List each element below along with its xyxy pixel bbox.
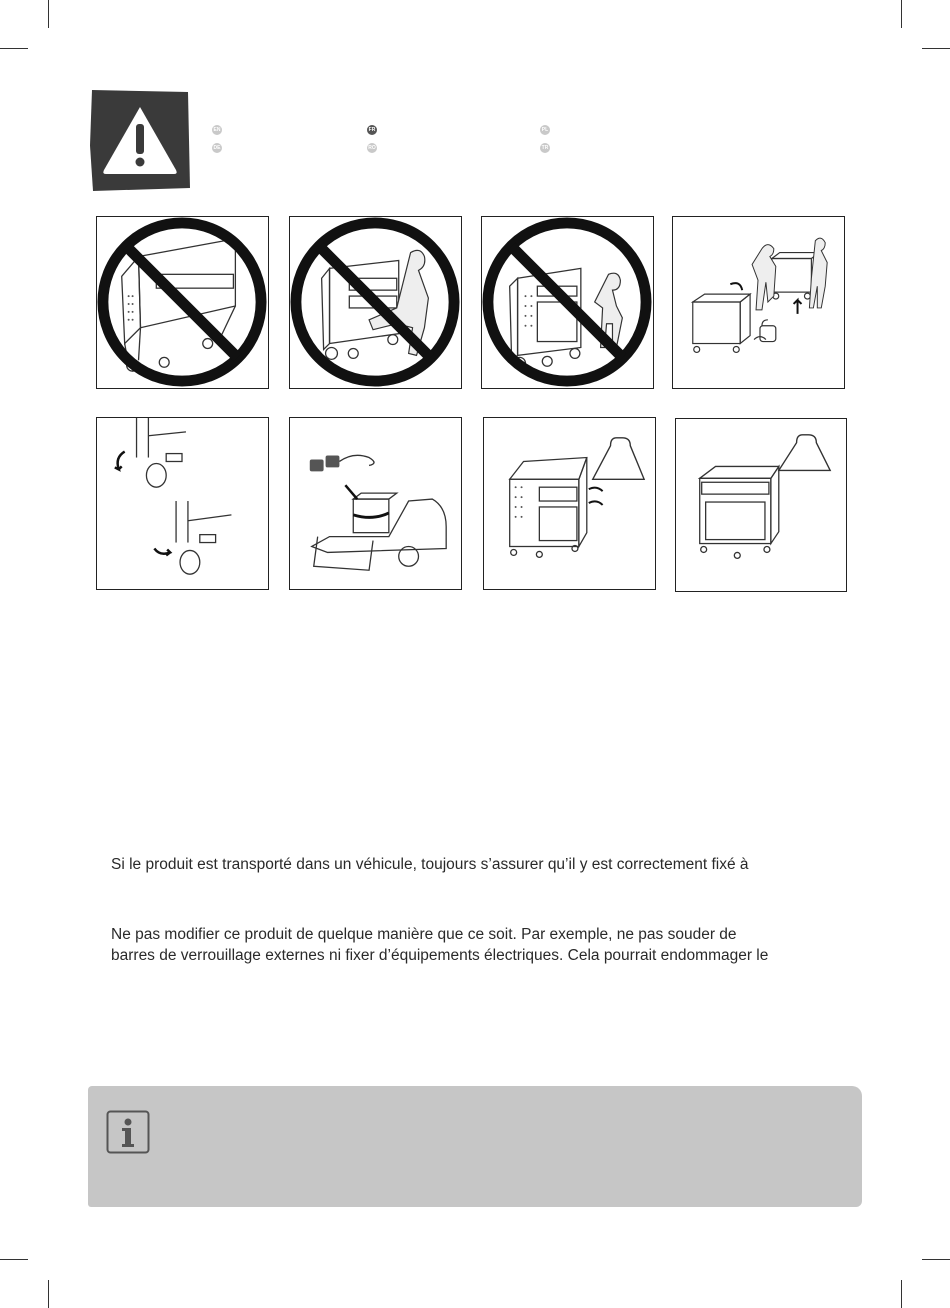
modify-paragraph-line2: barres de verrouillage externes ni fixer d’équipements électriques. Cela pourrait endommager le xyxy=(111,947,769,964)
crop-mark xyxy=(922,48,950,49)
crop-mark xyxy=(922,1259,950,1260)
crop-mark xyxy=(901,0,902,28)
no-climbing-illustration xyxy=(97,217,268,388)
crop-mark xyxy=(0,1259,28,1260)
transport-paragraph: Si le produit est transporté dans un véhicule, toujours s’assurer qu’il y est correctement fixé à xyxy=(111,856,749,873)
panel-heavy-drawer xyxy=(483,417,656,590)
panel-secure-in-vehicle xyxy=(289,417,462,590)
lang-badge-ro: RO xyxy=(368,145,376,151)
info-note-box xyxy=(88,1086,862,1207)
crop-mark xyxy=(901,1280,902,1308)
modify-paragraph-line1: Ne pas modifier ce produit de quelque manière que ce soit. Par exemple, ne pas souder de xyxy=(111,926,737,943)
panel-no-children xyxy=(481,216,654,389)
no-sitting-illustration xyxy=(290,217,461,388)
crop-mark xyxy=(0,48,28,49)
lang-badge-pl: PL xyxy=(541,127,549,133)
info-icon xyxy=(106,1110,150,1154)
two-person-lift-illustration xyxy=(673,217,844,388)
heavy-drawer-illustration xyxy=(484,418,655,589)
warning-banner xyxy=(90,90,190,191)
lang-badge-tr: TR xyxy=(541,145,549,151)
crop-mark xyxy=(48,1280,49,1308)
panel-heavy-load xyxy=(675,418,847,592)
panel-no-climbing xyxy=(96,216,269,389)
lang-badge-en: EN xyxy=(213,127,221,133)
no-children-illustration xyxy=(482,217,653,388)
warning-triangle-icon xyxy=(90,90,190,191)
panel-two-person-lift xyxy=(672,216,845,389)
lang-badge-de: DE xyxy=(213,145,221,151)
secure-in-vehicle-illustration xyxy=(290,418,461,589)
heavy-load-illustration xyxy=(676,419,846,591)
panel-caster-brakes xyxy=(96,417,269,590)
caster-brakes-illustration xyxy=(97,418,268,589)
panel-no-sitting xyxy=(289,216,462,389)
crop-mark xyxy=(48,0,49,28)
lang-badge-fr: FR xyxy=(368,127,376,133)
